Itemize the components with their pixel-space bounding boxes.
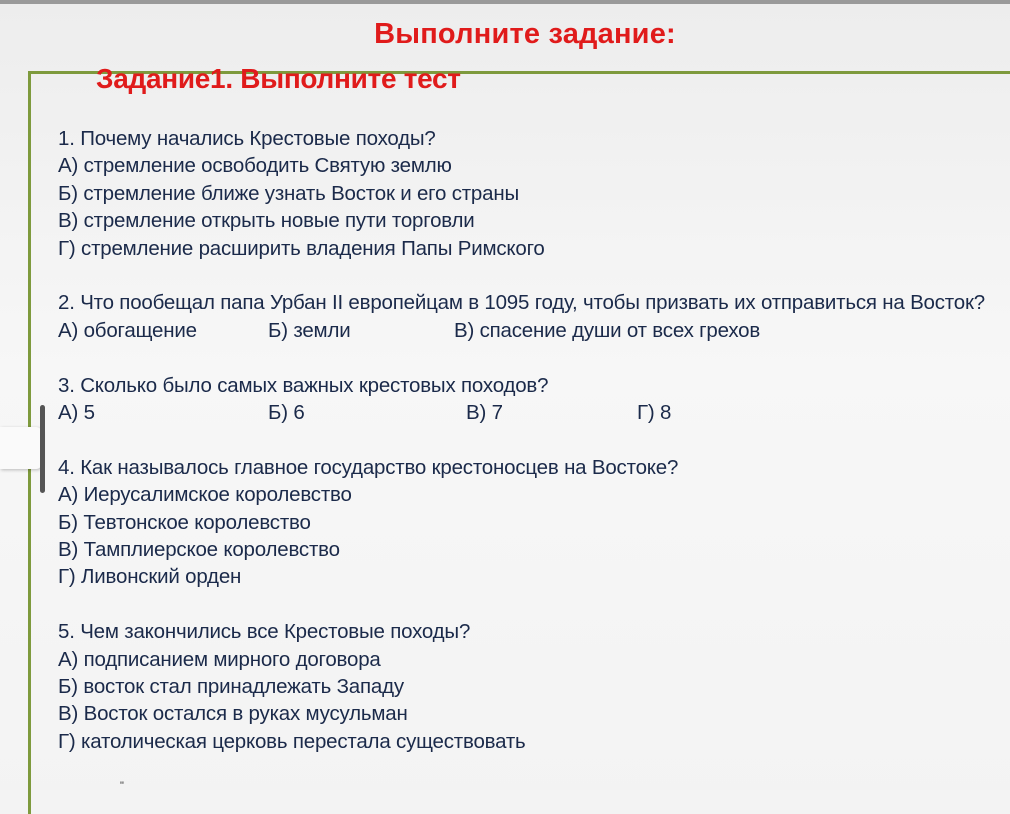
- answer-option: А) 5: [58, 401, 95, 425]
- question-text: 4. Как называлось главное государство крестоносцев на Востоке?: [58, 455, 679, 479]
- answer-option: Г) стремление расширить владения Папы Римского: [58, 236, 545, 260]
- quiz-content: [58, 125, 1003, 755]
- answer-option: Б) земли: [268, 318, 351, 342]
- answer-option: Б) Тевтонское королевство: [58, 510, 311, 534]
- answer-option: А) обогащение: [58, 318, 197, 342]
- answer-option: А) стремление освободить Святую землю: [58, 154, 452, 178]
- side-panel-tab[interactable]: [0, 427, 42, 469]
- question-3: [58, 372, 1003, 427]
- answer-option: Г) 8: [637, 401, 672, 425]
- answer-option: Г) католическая церковь перестала существовать: [58, 729, 526, 753]
- answer-row: [58, 399, 1003, 426]
- answer-option: В) стремление открыть новые пути торговли: [58, 209, 475, 233]
- question-1: [58, 125, 1003, 262]
- answer-option: Б) восток стал принадлежать Западу: [58, 675, 404, 699]
- answer-option: В) 7: [466, 401, 503, 425]
- question-2: [58, 289, 1003, 344]
- stray-mark: ": [120, 780, 124, 792]
- answer-option: В) Восток остался в руках мусульман: [58, 702, 408, 726]
- task-title: Задание1. Выполните тест: [96, 63, 461, 94]
- answer-option: В) Тамплиерское королевство: [58, 538, 340, 562]
- side-drag-handle[interactable]: [40, 405, 45, 493]
- question-5: [58, 618, 1003, 755]
- answer-option: Б) стремление ближе узнать Восток и его страны: [58, 181, 519, 205]
- answer-option: А) подписанием мирного договора: [58, 647, 381, 671]
- question-4: [58, 454, 1003, 591]
- answer-option: Г) Ливонский орден: [58, 565, 242, 589]
- slide-header-title: Выполните задание:: [374, 18, 676, 50]
- question-text: 2. Что пообещал папа Урбан II европейцам в 1095 году, чтобы призвать их отправиться на Восток?: [58, 291, 985, 315]
- answer-option: Б) 6: [268, 401, 305, 425]
- answer-option: А) Иерусалимское королевство: [58, 483, 352, 507]
- question-text: 5. Чем закончились все Крестовые походы?: [58, 620, 471, 644]
- question-text: 3. Сколько было самых важных крестовых походов?: [58, 373, 549, 397]
- answer-row: [58, 317, 1003, 344]
- answer-option: В) спасение души от всех грехов: [454, 318, 761, 342]
- question-text: 1. Почему начались Крестовые походы?: [58, 127, 436, 150]
